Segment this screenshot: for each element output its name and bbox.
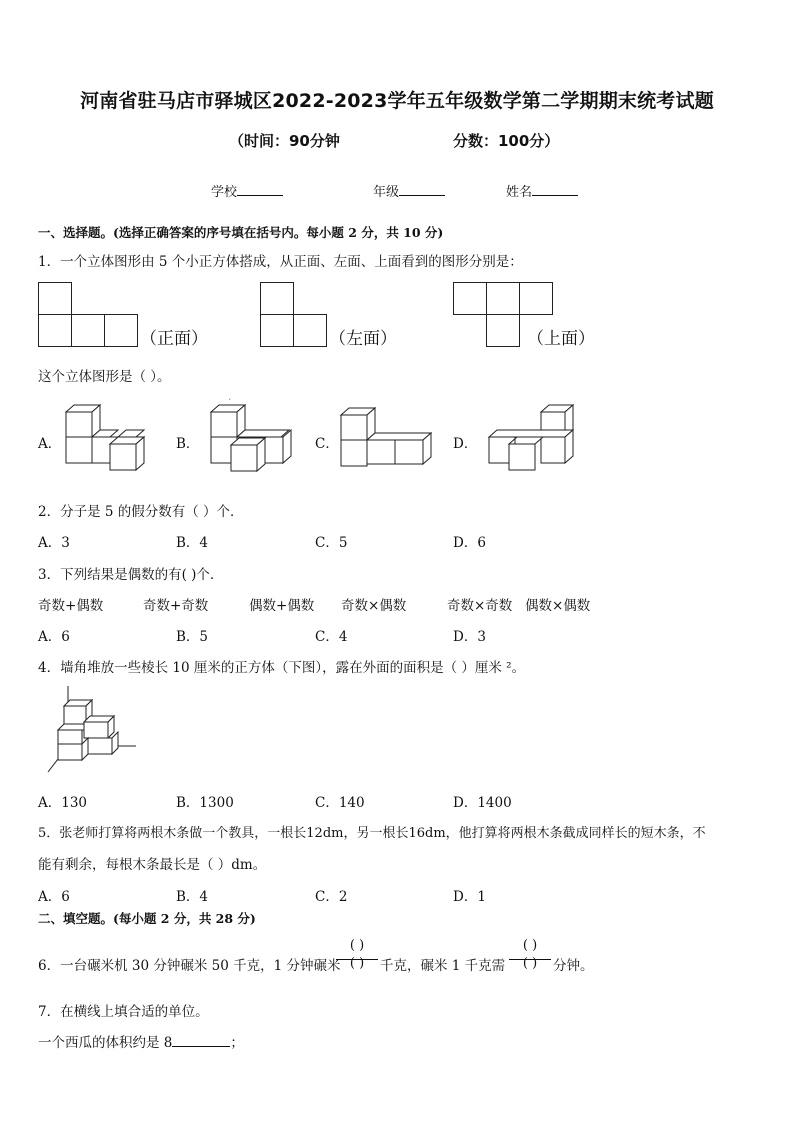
q5-option-c[interactable]: C．2 — [315, 889, 348, 905]
name-field: 姓名 — [506, 181, 578, 200]
q3-item: 奇数+偶数 — [38, 598, 104, 614]
q2-option-c[interactable]: C．5 — [315, 535, 348, 551]
corner-cubes-figure — [44, 686, 144, 776]
question-4: 4．墙角堆放一些棱长 10 厘米的正方体（下图），露在外面的面积是（ ）厘米 ²。 — [38, 660, 526, 676]
q5-option-d[interactable]: D．1 — [453, 889, 486, 905]
question-6-part2: 千克，碾米 1 千克需 — [380, 958, 506, 974]
solid-figure-a — [60, 400, 160, 475]
question-7: 7．在横线上填合适的单位。 — [38, 1004, 209, 1020]
q3-option-a[interactable]: A．6 — [38, 629, 70, 645]
page-title: 河南省驻马店市驿城区2022-2023学年五年级数学第二学期期末统考试题 — [80, 90, 714, 112]
exam-time: （时间：90分钟 — [229, 132, 340, 150]
question-7-sub: 一个西瓜的体积约是 8 ； — [38, 1035, 244, 1051]
solid-figure-d — [485, 400, 585, 475]
school-field: 学校 — [211, 181, 283, 200]
q2-option-b[interactable]: B．4 — [176, 535, 209, 551]
q5-option-b[interactable]: B．4 — [176, 889, 209, 905]
q1-option-a[interactable]: A． — [38, 436, 62, 452]
name-blank[interactable] — [532, 183, 578, 196]
q4-option-d[interactable]: D．1400 — [453, 795, 512, 811]
q1-option-c[interactable]: C． — [315, 436, 339, 452]
exam-score: 分数：100分） — [453, 132, 560, 150]
solid-figure-b — [205, 394, 305, 477]
numerator-blank[interactable]: ( ) — [522, 938, 538, 953]
solid-figure-c — [337, 405, 437, 475]
section-choice-heading: 一、选择题。(选择正确答案的序号填在括号内。每小题 2 分，共 10 分) — [38, 225, 444, 240]
question-5-line2: 能有剩余，每根木条最长是（ ）dm。 — [38, 857, 267, 873]
school-blank[interactable] — [237, 183, 283, 196]
q2-option-d[interactable]: D．6 — [453, 535, 486, 551]
fraction-blank-1[interactable] — [336, 938, 378, 971]
numerator-blank[interactable]: ( ) — [349, 938, 365, 953]
q3-item: 偶数×偶数 — [525, 598, 591, 614]
q3-item: 奇数×奇数 — [447, 598, 513, 614]
q3-item: 奇数+奇数 — [143, 598, 209, 614]
q4-option-a[interactable]: A．130 — [38, 795, 88, 811]
question-6-part1: 6．一台碾米机 30 分钟碾米 50 千克，1 分钟碾米 — [38, 958, 341, 974]
q5-option-a[interactable]: A．6 — [38, 889, 70, 905]
section-fill-heading: 二、填空题。(每小题 2 分，共 28 分) — [38, 911, 256, 926]
denominator-blank[interactable]: ( ) — [522, 956, 538, 971]
q1-option-d[interactable]: D． — [453, 436, 478, 452]
q3-option-b[interactable]: B．5 — [176, 629, 209, 645]
question-1-prompt: 这个立体图形是（ ）。 — [38, 369, 171, 385]
q3-option-c[interactable]: C．4 — [315, 629, 348, 645]
grade-blank[interactable] — [399, 183, 445, 196]
q3-option-d[interactable]: D．3 — [453, 629, 486, 645]
q3-item: 奇数×偶数 — [341, 598, 407, 614]
q4-option-c[interactable]: C．140 — [315, 795, 365, 811]
svg-text:,: , — [229, 394, 231, 401]
left-view-label: （左面） — [329, 329, 397, 349]
front-view-label: （正面） — [140, 329, 208, 349]
question-2: 2．分子是 5 的假分数有（ ）个． — [38, 504, 244, 520]
q1-option-b[interactable]: B． — [176, 436, 200, 452]
q2-option-a[interactable]: A．3 — [38, 535, 70, 551]
question-1: 1．一个立体图形由 5 个小正方体搭成，从正面、左面、上面看到的图形分别是： — [38, 254, 523, 270]
fraction-blank-2[interactable] — [509, 938, 551, 971]
grade-field: 年级 — [373, 181, 445, 200]
volume-unit-blank[interactable] — [172, 1034, 230, 1047]
q3-item: 偶数+偶数 — [249, 598, 315, 614]
top-view-label: （上面） — [527, 329, 595, 349]
question-5-line1: 5．张老师打算将两根木条做一个教具，一根长12dm，另一根长16dm，他打算将两根木条截成同样长的短木条，不 — [38, 826, 706, 841]
question-6-part3: 分钟。 — [553, 958, 594, 974]
question-3: 3．下列结果是偶数的有( )个． — [38, 567, 224, 583]
denominator-blank[interactable]: ( ) — [349, 956, 365, 971]
q4-option-b[interactable]: B．1300 — [176, 795, 234, 811]
